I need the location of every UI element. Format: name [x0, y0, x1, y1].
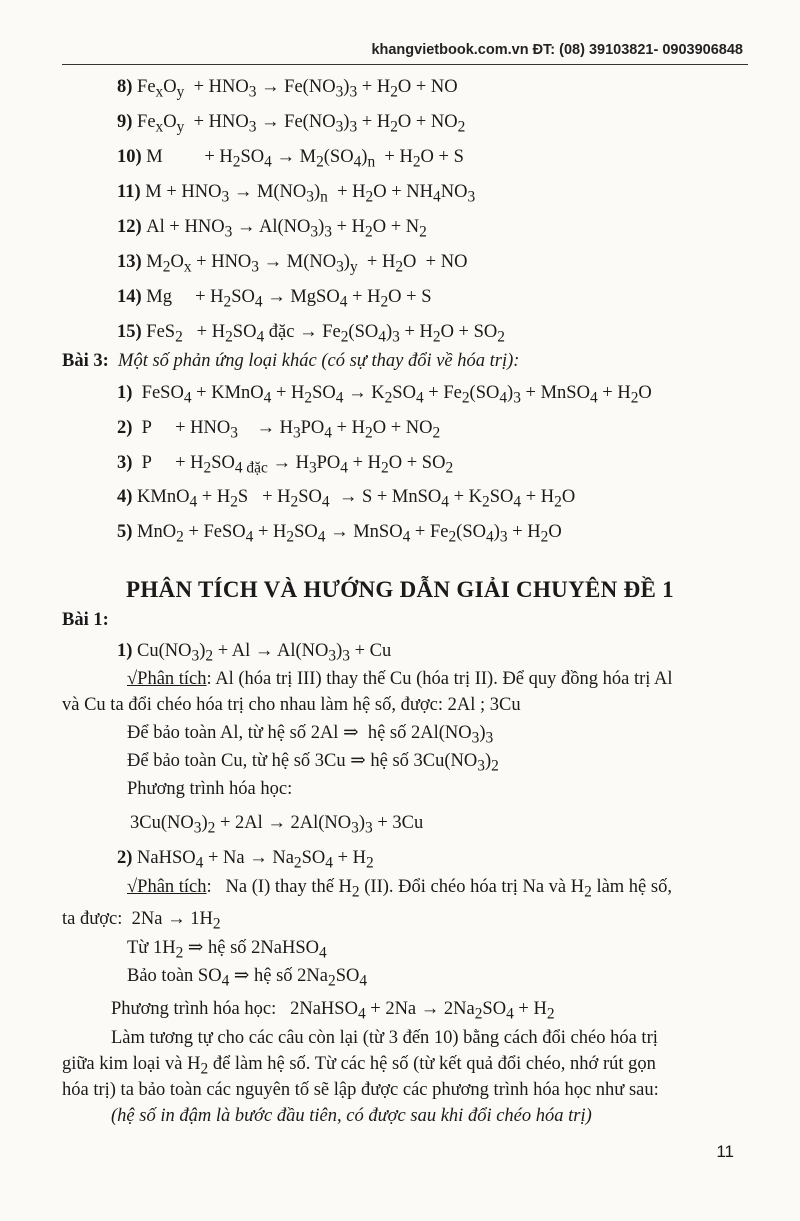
text-line: Từ $1H_2$ ⇒ hệ số 2NaHSO$_4$ — [127, 938, 327, 962]
section-title: PHÂN TÍCH VÀ HƯỚNG DẪN GIẢI CHUYÊN ĐỀ 1 — [126, 577, 674, 602]
text-line: ta được: $2Na \to 1H_2$ — [62, 909, 221, 933]
equation-line: 15) $FeS_2 + H_2SO_4$ đặc → $Fe_2(SO_4)_3 + H_2O + SO_2$ — [117, 322, 505, 346]
text-line: Phương trình hóa học: — [127, 779, 293, 799]
paragraph-note: (hệ số in đậm là bước đầu tiên, có được sau khi đổi chéo hóa trị) — [111, 1106, 592, 1126]
equation-line: $3Cu(NO_3)_2 + 2Al \to 2Al(NO_3)_3 + 3Cu$ — [130, 813, 424, 837]
equation-line: 11) $M + HNO_3 \to M(NO_3)_n + H_2O + NH_4NO_3$ — [117, 182, 476, 206]
equation-line: 2) NaHSO$_4$ + $Na \to Na_2SO_4 + H_2$ — [117, 848, 374, 872]
analysis-line: √Phân tích: Na (I) thay thế $H_2$ (II). Đổi chéo hóa trị Na và $H_2$ làm hệ số, — [127, 877, 672, 901]
page-number: 11 — [716, 1142, 734, 1161]
bai3-heading: Bài 3: Một số phản ứng loại khác (có sự thay đổi về hóa trị): — [62, 351, 520, 371]
paragraph-line: giữa kim loại và $H_2$ để làm hệ số. Từ các hệ số (từ kết quả đổi chéo, nhớ rút gọn — [62, 1054, 656, 1078]
paragraph-line: Làm tương tự cho các câu còn lại (từ 3 đến 10) bằng cách đổi chéo hóa trị — [111, 1028, 658, 1048]
bai1-heading: Bài 1: — [62, 610, 109, 630]
equation-line: 1) FeSO$_4$ + KMnO$_4$ + $H_2SO_4 \to K_2SO_4 + Fe_2(SO_4)_3$ + MnSO$_4$ + $H_2O$ — [117, 383, 652, 407]
text-line: Phương trình hóa học: 2NaHSO$_4$ + $2Na \to 2Na_2SO_4 + H_2$ — [111, 999, 555, 1023]
equation-line: 5) MnO$_2$ + FeSO$_4$ + $H_2SO_4$ → MnSO$_4$ + $Fe_2(SO_4)_3 + H_2O$ — [117, 522, 562, 546]
text-line: Bảo toàn $SO_4$ ⇒ hệ số $2Na_2SO_4$ — [127, 966, 368, 990]
equation-line: 9) $Fe_xO_y + HNO_3 \to Fe(NO_3)_3 + H_2O + NO_2$ — [117, 112, 466, 136]
paragraph-line: hóa trị) ta bảo toàn các nguyên tố sẽ lập được các phương trình hóa học như sau: — [62, 1080, 659, 1100]
equation-line: 12) $Al + HNO_3 \to Al(NO_3)_3 + H_2O + N_2$ — [117, 217, 427, 241]
analysis-line: √Phân tích: Al (hóa trị III) thay thế Cu (hóa trị II). Để quy đồng hóa trị Al — [127, 669, 673, 689]
header-text: khangvietbook.com.vn ĐT: (08) 39103821- 0903906848 — [371, 42, 743, 58]
equation-line: 4) KMnO$_4$ + $H_2S + H_2SO_4 \to S$ + MnSO$_4$ + $K_2SO_4 + H_2O$ — [117, 487, 576, 511]
equation-line: 1) $Cu(NO_3)_2 + Al \to Al(NO_3)_3 + Cu$ — [117, 641, 392, 665]
equation-line: 8) $Fe_xO_y + HNO_3 \to Fe(NO_3)_3 + H_2O$ + NO — [117, 77, 458, 101]
equation-line: 3) P + $H_2SO_{4 đặc} \to H_3PO_4 + H_2O + SO_2$ — [117, 453, 454, 477]
text-line: Để bảo toàn Al, từ hệ số 2Al ⇒ hệ số $2Al(NO_3)_3$ — [127, 723, 494, 747]
equation-line: 2) P + $HNO_3$ → $H_3PO_4 + H_2O + NO_2$ — [117, 418, 441, 442]
equation-line: 10) M + $H_2SO_4 \to M_2(SO_4)_n + H_2O + S$ — [117, 147, 464, 171]
equation-line: 14) Mg + $H_2SO_4$ → MgSO$_4$ + $H_2O + S$ — [117, 287, 432, 311]
text-line: Để bảo toàn Cu, từ hệ số 3Cu ⇒ hệ số $3Cu(NO_3)_2$ — [127, 751, 499, 775]
page-header — [0, 36, 800, 66]
header-rule — [62, 64, 748, 65]
text-line: và Cu ta đổi chéo hóa trị cho nhau làm hệ số, được: 2Al ; 3Cu — [62, 695, 521, 715]
equation-line: 13) $M_2O_x + HNO_3 \to M(NO_3)_y + H_2O$ + NO — [117, 252, 468, 276]
